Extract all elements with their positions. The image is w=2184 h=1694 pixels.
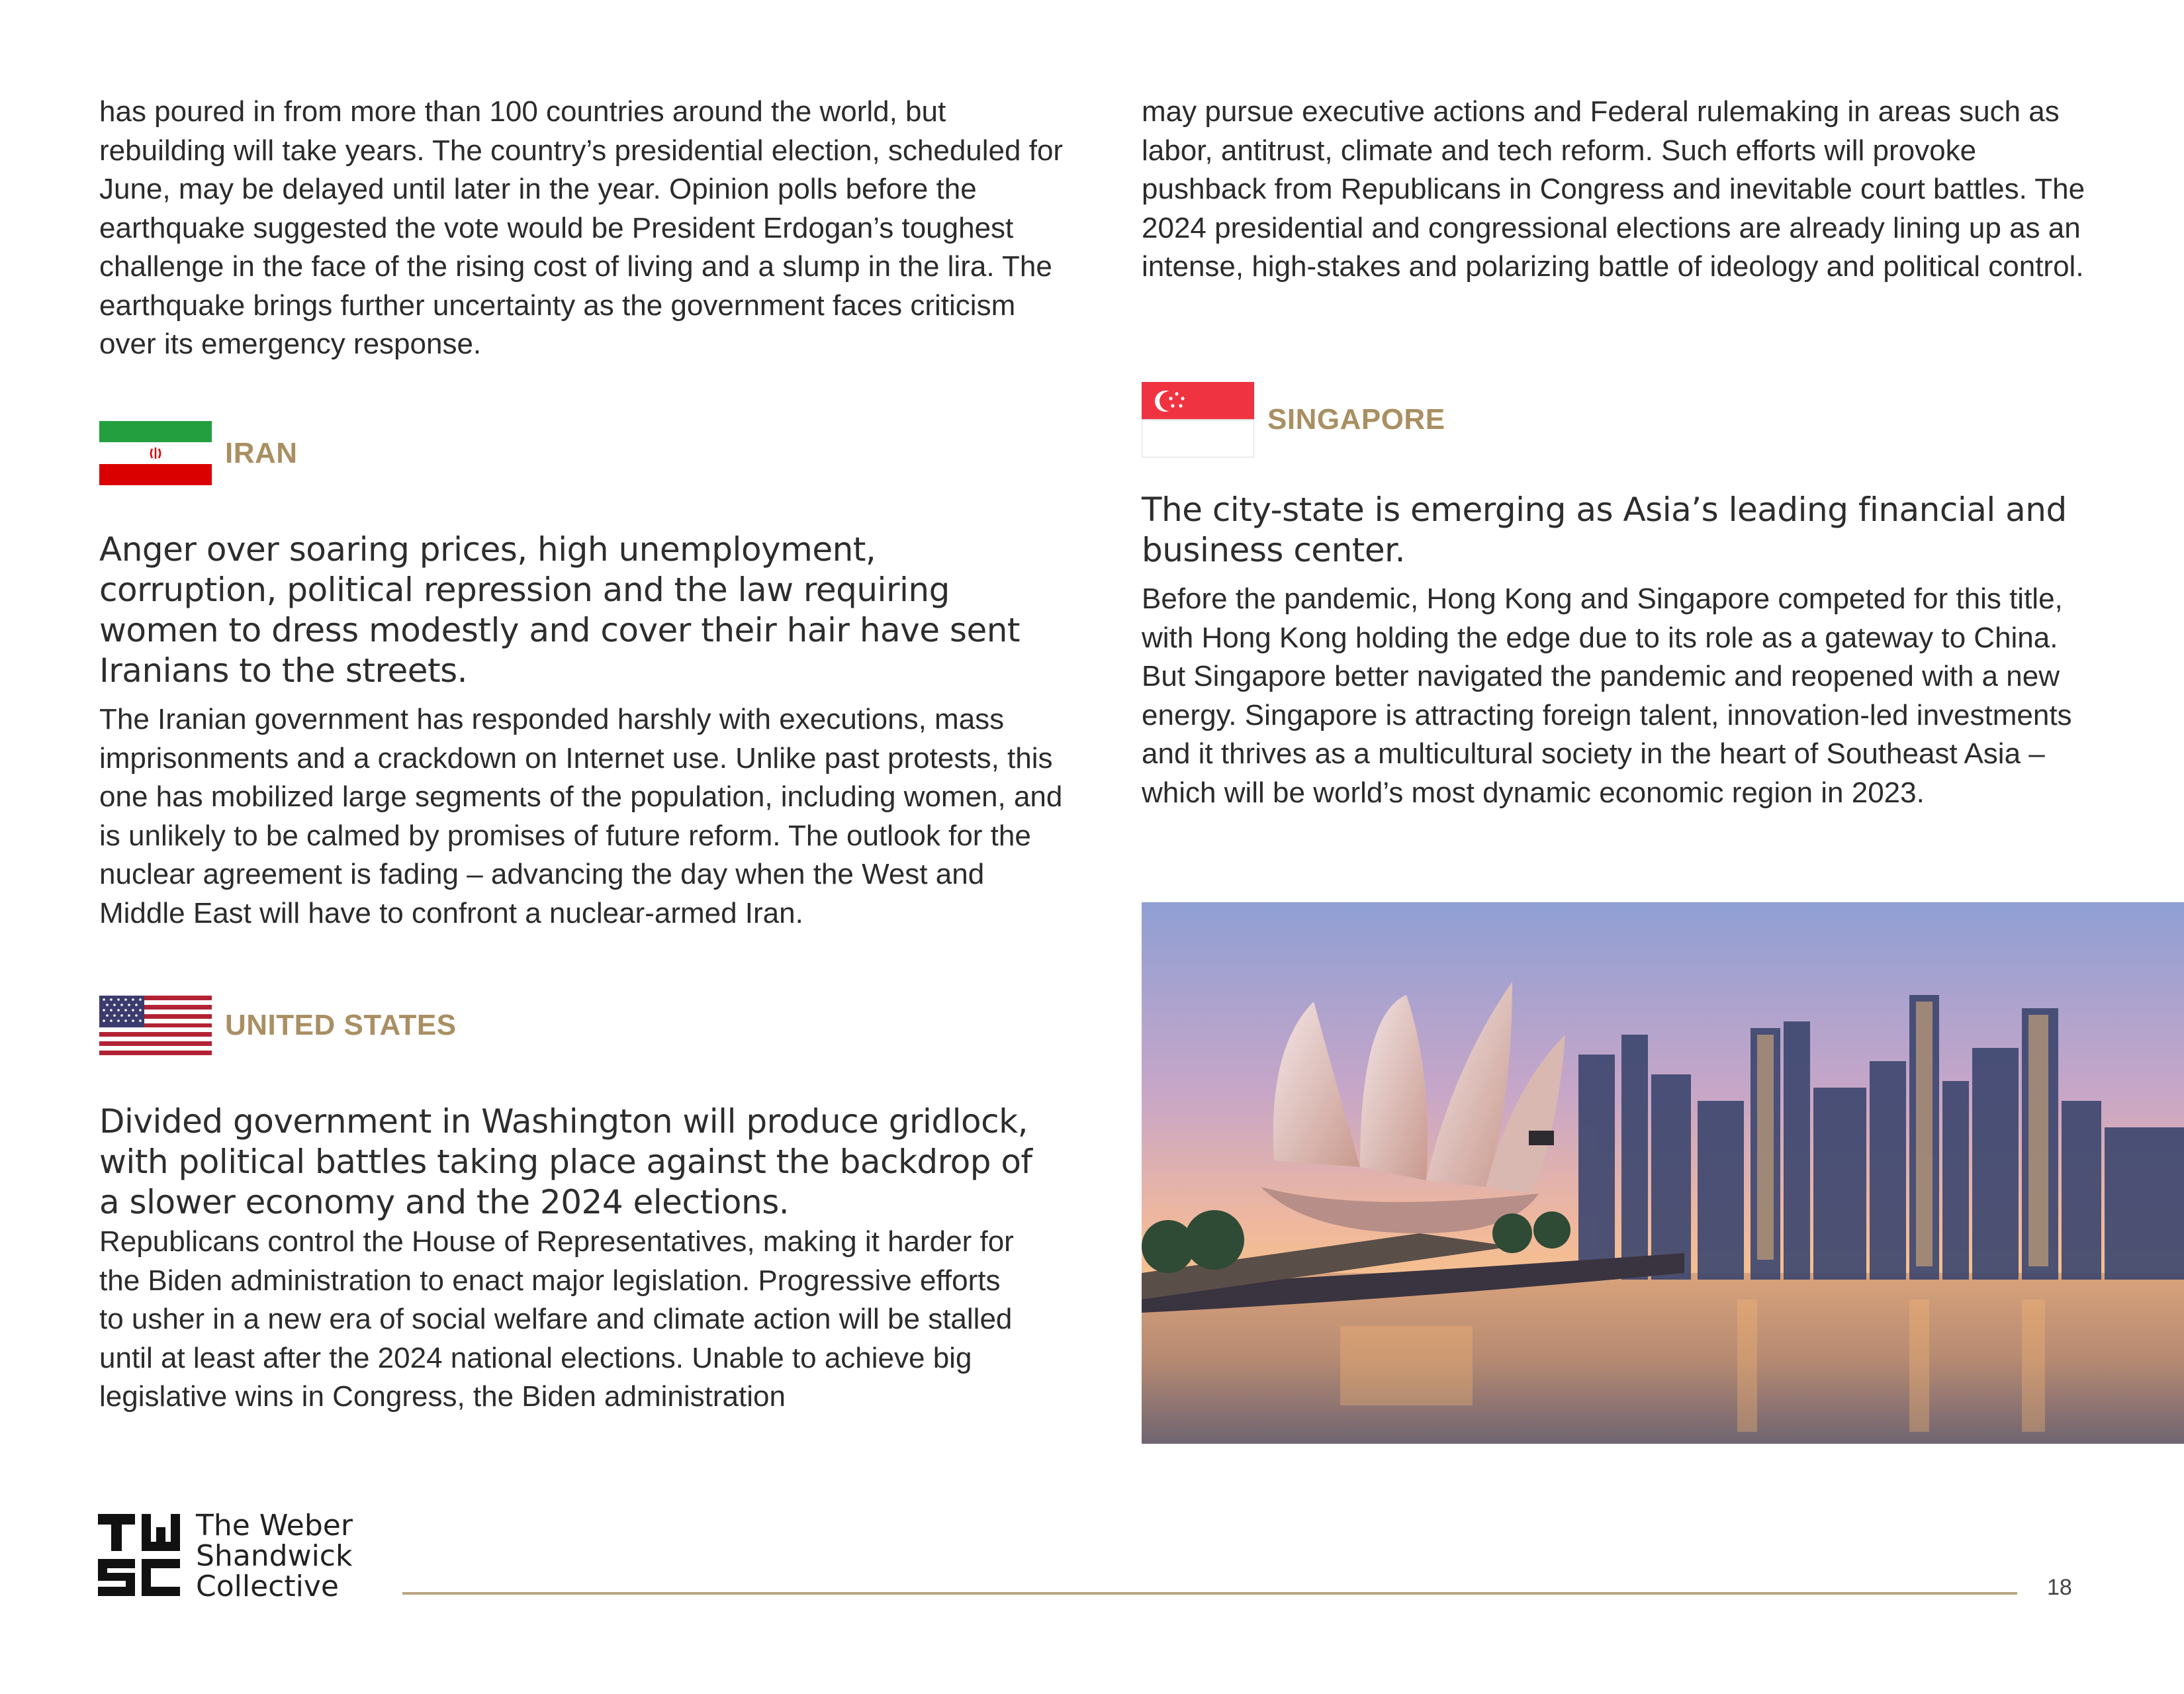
iran-headline: Anger over soaring prices, high unemployment, corruption, political repression and the law requiring women to dress modestly and cover their hair have sent Iranians to the streets. [99, 530, 1020, 690]
brand-line-2: Shandwick [196, 1539, 353, 1573]
footer-rule [402, 1592, 2017, 1595]
turkey-body-text: has poured in from more than 100 countries around the world, but rebuilding will take years. The country’s presidential election, scheduled for June, may be delayed until later in the year. Opinion polls before the earthquake suggested the vote would be President Erdogan’s toughest challenge in the face of the rising cost of living and a slump in the lira. The earthquake brings further uncertainty as the government faces criticism over its emergency response. [99, 95, 1064, 360]
singapore-skyline-photo [1142, 902, 2184, 1444]
singapore-section [1142, 490, 2095, 812]
iran-name: IRAN [225, 436, 298, 469]
iran-heading [99, 421, 298, 485]
singapore-headline: The city-state is emerging as Asia’s leading financial and business center. [1142, 491, 2067, 569]
left-column [99, 93, 1066, 364]
page-number: 18 [2047, 1575, 2072, 1600]
singapore-name: SINGAPORE [1267, 403, 1445, 436]
singapore-flag-icon [1142, 382, 1254, 457]
iran-body-text: The Iranian government has responded harshly with executions, mass imprisonments and a crackdown on Internet use. Unlike past protests, this one has mobilized large segments of the population, including women, and is unlikely to be calmed by promises of future reform. The outlook for the nuclear agreement is fading – advancing the day when the West and Middle East will have to confront a nuclear-armed Iran. [99, 703, 1063, 929]
us-headline: Divided government in Washington will produce gridlock, with political battles taking place against the backdrop of a slower economy and the 2024 elections. [99, 1102, 1032, 1221]
brand-name [196, 1511, 353, 1602]
singapore-body-text: Before the pandemic, Hong Kong and Singapore competed for this title, with Hong Kong holding the edge due to its role as a gateway to China. But Singapore better navigated the pandemic and reopened with a new energy. Singapore is attracting foreign talent, innovation-led investments and it thrives as a multicultural society in the heart of Southeast Asia – which will be world’s most dynamic economic region in 2023. [1142, 583, 2072, 809]
us-body-text: Republicans control the House of Representatives, making it harder for the Biden administration to enact major legislation. Progressive efforts to usher in a new era of social welfare and climate action will be stalled until at least after the 2024 national elections. Unable to achieve big legislative wins in Congress, the Biden administration [99, 1225, 1014, 1413]
us-name: UNITED STATES [225, 1009, 457, 1041]
singapore-heading [1142, 382, 1445, 457]
iran-flag-icon [99, 421, 212, 485]
brand-line-3: Collective [196, 1570, 339, 1603]
us-section [99, 1102, 1066, 1417]
us-body-continued: may pursue executive actions and Federal rulemaking in areas such as labor, antitrust, climate and tech reform. Such efforts will provoke pushback from Republicans in Congress and inevitable court battles. The 2024 presidential and congressional elections are already lining up as an intense, high-stakes and polarizing battle of ideology and political control. [1142, 95, 2085, 283]
twsc-logo [98, 1514, 180, 1596]
brand-line-1: The Weber [196, 1509, 353, 1542]
us-flag-icon [99, 996, 212, 1055]
twsc-logo-icon [98, 1514, 180, 1596]
right-column [1142, 93, 2088, 287]
us-heading [99, 996, 457, 1055]
iran-section [99, 530, 1066, 933]
